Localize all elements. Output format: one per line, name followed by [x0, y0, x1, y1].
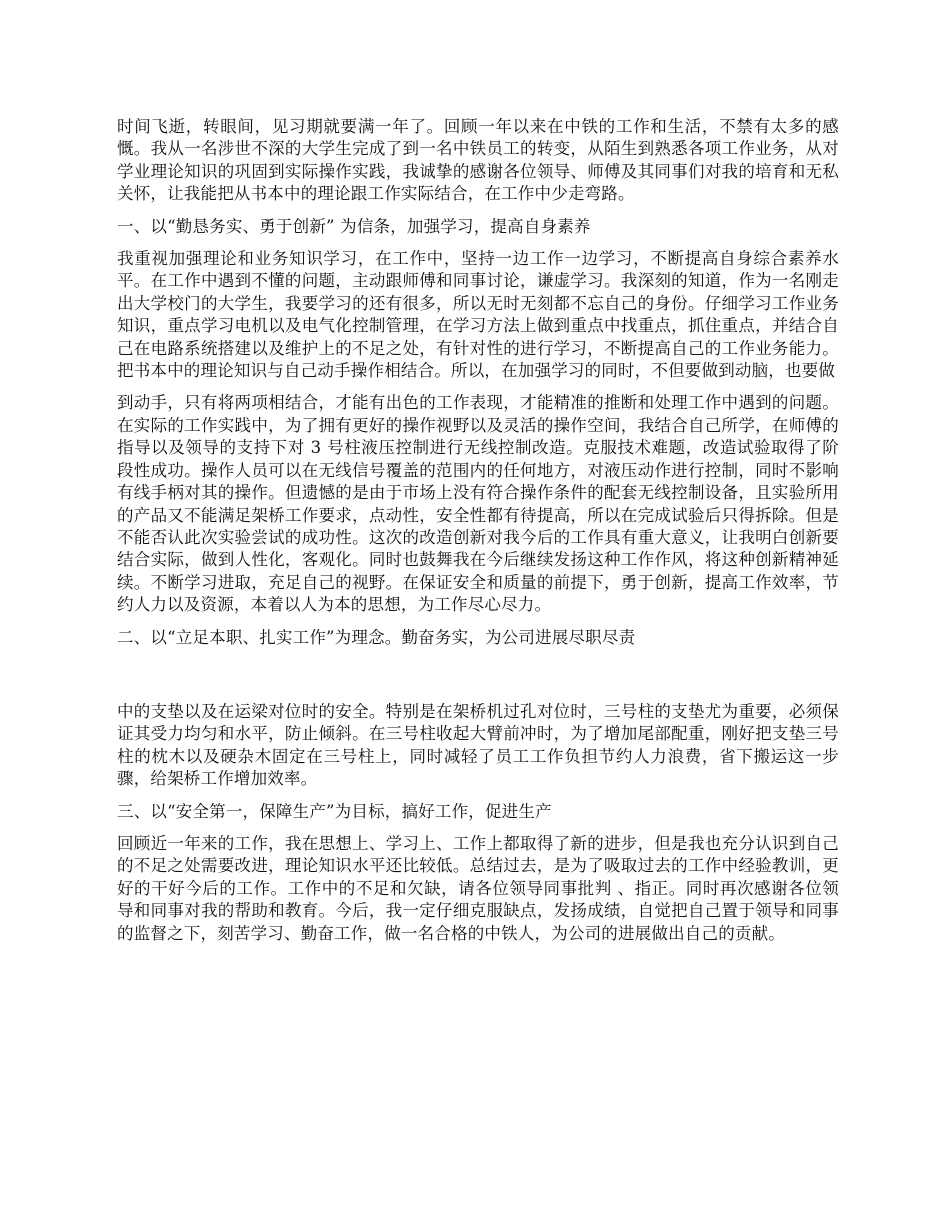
conclusion-paragraph: 回顾近一年来的工作，我在思想上、学习上、工作上都取得了新的进步，但是我也充分认识到自己的不足之处需要改进，理论知识水平还比较低。总结过去，是为了吸取过去的工作中经验教训，更好的干好今后的工作。工作中的不足和欠缺，请各位领导同事批判 、指正。同时再次感谢各位领导和同事对我的帮助和教育。今后，我一定仔细克服缺点，发扬成绩，自觉把自己置于领导和同事的监督之下，刻苦学习、勤奋工作，做一名合格的中铁人，为公司的进展做出自己的贡献。	[117, 833, 839, 943]
section-heading-2: 二、以“立足本职、扎实工作”为理念。勤奋务实，为公司进展尽职尽责	[117, 627, 636, 647]
intro-paragraph: 时间飞逝，转眼间，见习期就要满一年了。回顾一年以来在中铁的工作和生活，不禁有太多的感慨。我从一名涉世不深的大学生完成了到一名中铁员工的转变，从陌生到熟悉各项工作业务，从对学业理论知识的巩固到实际操作实践，我诚挚的感谢各位领导、师傅及其同事们对我的培育和无私关怀，让我能把从书本中的理论跟工作实际结合，在工作中少走弯路。	[117, 117, 839, 204]
section-2-paragraph: 中的支垫以及在运梁对位时的安全。特别是在架桥机过孔对位时，三号柱的支垫尤为重要，必须保证其受力均匀和水平，防止倾斜。在三号柱收起大臂前冲时，为了增加尾部配重，刚好把支垫三号柱的枕木以及硬杂木固定在三号柱上，同时减轻了员工工作负担节约人力浪费，省下搬运这一步骤，给架桥工作增加效率。	[117, 701, 839, 789]
section-1-paragraph-1: 我重视加强理论和业务知识学习，在工作中，坚持一边工作一边学习，不断提高自身综合素养水平。在工作中遇到不懂的问题，主动跟师傅和同事讨论，谦虚学习。我深刻的知道，作为一名刚走出大学校门的大学生，我要学习的还有很多，所以无时无刻都不忘自己的身份。仔细学习工作业务知识，重点学习电机以及电气化控制管理，在学习方法上做到重点中找重点，抓住重点，并结合自己在电路系统搭建以及维护上的不足之处，有针对性的进行学习，不断提高自己的工作业务能力。把书本中的理论知识与自己动手操作相结合。所以，在加强学习的同时，不但要做到动脑，也要做	[117, 249, 839, 381]
section-heading-1: 一、以“勤恳务实、勇于创新” 为信条，加强学习，提高自身素养	[117, 216, 591, 236]
section-heading-3: 三、以“安全第一，保障生产”为目标，搞好工作，促进生产	[117, 801, 552, 821]
section-1-paragraph-2: 到动手，只有将两项相结合，才能有出色的工作表现，才能精准的推断和处理工作中遇到的问题。在实际的工作实践中，为了拥有更好的操作视野以及灵活的操作空间，我结合自己所学，在师傅的指导以及领导的支持下对 3 号柱液压控制进行无线控制改造。克服技术难题，改造试验取得了阶段性成功。操作人员可以在无线信号覆盖的范围内的任何地方，对液压动作进行控制，同时不影响有线手柄对其的操作。但遗憾的是由于市场上没有符合操作条件的配套无线控制设备，且实验所用的产品又不能满足架桥工作要求，点动性，安全性都有待提高，所以在完成试验后只得拆除。但是不能否认此次实验尝试的成功性。这次的改造创新对我今后的工作具有重大意义，让我明白创新要结合实际，做到人性化，客观化。同时也鼓舞我在今后继续发扬这种工作作风，将这种创新精神延续。不断学习进取，充足自己的视野。在保证安全和质量的前提下，勇于创新，提高工作效率，节约人力以及资源，本着以人为本的思想，为工作尽心尽力。	[117, 393, 839, 615]
document-body	[117, 116, 839, 945]
